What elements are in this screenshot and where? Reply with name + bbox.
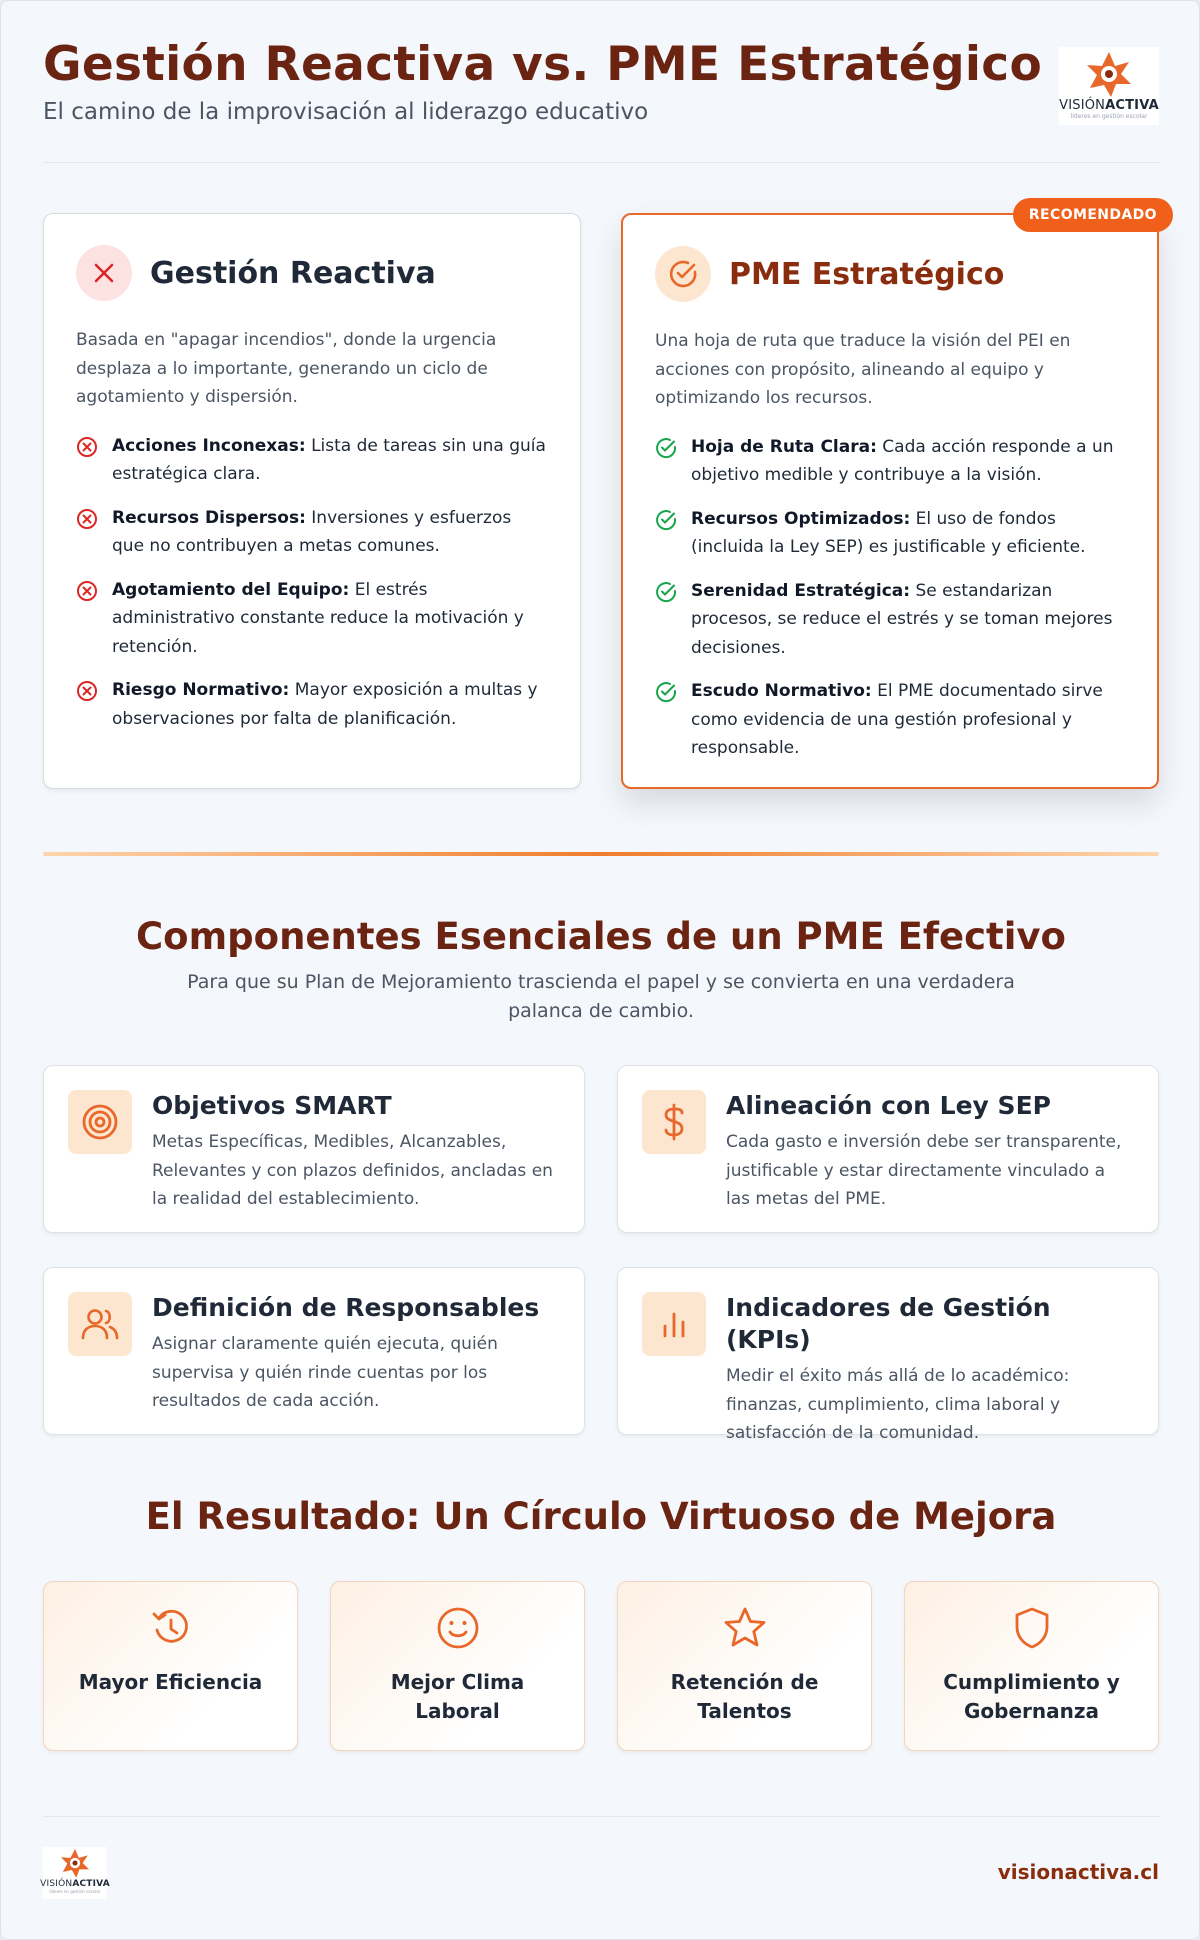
logo-brand-part2: ACTIVA — [72, 1879, 110, 1889]
list-item — [655, 677, 1125, 763]
result-label: Cumplimiento y Gobernanza — [943, 1670, 1120, 1723]
list-item — [655, 577, 1125, 663]
result-label: Retención de Talentos — [670, 1670, 819, 1723]
pme-card — [621, 207, 1159, 789]
point-text: Cada acción responde a un objetivo medible y contribuye a la visión. — [691, 436, 1114, 485]
page-subtitle: El camino de la improvisación al liderazgo educativo — [43, 99, 649, 125]
reactive-points — [76, 432, 548, 734]
point-label: Serenidad Estratégica: — [691, 580, 911, 601]
list-item — [655, 505, 1125, 562]
bar-chart-icon — [642, 1292, 706, 1356]
shield-icon — [1006, 1602, 1058, 1654]
component-description: Medir el éxito más allá de lo académico: finanzas, cumplimiento, clima laboral y satisfacción de la comunidad. — [726, 1366, 1070, 1443]
dollar-icon — [642, 1090, 706, 1154]
check-circle-icon — [655, 509, 677, 531]
list-item — [76, 676, 548, 733]
logo-tagline: líderes en gestión escolar — [49, 1889, 101, 1894]
section-divider — [43, 852, 1159, 856]
x-circle-icon — [76, 508, 98, 530]
check-circle-icon — [655, 246, 711, 302]
logo-brand-part1: VISIÓN — [1059, 98, 1106, 113]
star-icon — [719, 1602, 771, 1654]
component-card-sep — [617, 1065, 1159, 1233]
list-item — [655, 433, 1125, 490]
result-card — [904, 1581, 1159, 1751]
star-burst-logo-icon — [58, 1847, 92, 1879]
point-text: El PME documentado sirve como evidencia de una gestión profesional y responsable. — [691, 681, 1103, 758]
list-item — [76, 504, 548, 561]
star-burst-logo-icon — [1083, 49, 1135, 99]
point-text: Se estandarizan procesos, se reduce el estrés y se toman mejores decisiones. — [691, 580, 1113, 658]
component-description: Asignar claramente quién ejecuta, quién supervisa y quién rinde cuentas por los resultados de cada acción. — [152, 1334, 498, 1411]
footer-logo — [40, 1847, 110, 1899]
check-circle-icon — [655, 437, 677, 459]
point-label: Recursos Dispersos: — [112, 507, 306, 528]
header — [43, 37, 1159, 163]
component-title: Objetivos SMART — [152, 1091, 392, 1120]
point-label: Riesgo Normativo: — [112, 680, 290, 700]
brand-logo — [1059, 47, 1159, 125]
pme-points — [655, 433, 1125, 763]
component-description: Cada gasto e inversión debe ser transparente, justificable y estar directamente vinculado a las metas del PME. — [726, 1132, 1122, 1209]
logo-brand-part1: VISIÓN — [40, 1879, 73, 1889]
component-card-kpis — [617, 1267, 1159, 1443]
reactive-description: Basada en "apagar incendios", donde la urgencia desplaza a lo importante, generando un ciclo de agotamiento y dispersión. — [76, 330, 497, 407]
website-link[interactable]: visionactiva.cl — [997, 1860, 1159, 1884]
point-label: Escudo Normativo: — [691, 681, 872, 701]
point-text: El estrés administrativo constante reduce la motivación y retención. — [112, 579, 524, 657]
results-title: El Resultado: Un Círculo Virtuoso de Mejora — [145, 1495, 1057, 1538]
result-card — [617, 1581, 872, 1751]
target-icon — [68, 1090, 132, 1154]
list-item — [76, 576, 548, 662]
point-text: Mayor exposición a multas y observaciones por falta de planificación. — [112, 680, 538, 729]
x-circle-icon — [76, 436, 98, 458]
components-subtitle: Para que su Plan de Mejoramiento trascienda el papel y se convierta en una verdadera palanca de cambio. — [187, 971, 1015, 1022]
result-label: Mayor Eficiencia — [78, 1670, 263, 1694]
reactive-title: Gestión Reactiva — [150, 255, 436, 291]
logo-brand-part2: ACTIVA — [1105, 98, 1159, 113]
point-label: Acciones Inconexas: — [112, 435, 306, 456]
point-label: Hoja de Ruta Clara: — [691, 436, 877, 457]
x-circle-icon — [76, 680, 98, 702]
component-card-smart — [43, 1065, 585, 1233]
pme-description: Una hoja de ruta que traduce la visión del PEI en acciones con propósito, alineando al equipo y optimizando los recursos. — [655, 331, 1071, 408]
components-title: Componentes Esenciales de un PME Efectivo — [136, 915, 1066, 958]
component-title: Alineación con Ley SEP — [726, 1091, 1051, 1120]
result-label: Mejor Clima Laboral — [390, 1670, 525, 1723]
result-card — [43, 1581, 298, 1751]
pme-title: PME Estratégico — [729, 256, 1005, 292]
x-circle-icon — [76, 245, 132, 301]
smile-icon — [432, 1602, 484, 1654]
component-title: Indicadores de Gestión (KPIs) — [726, 1293, 1051, 1354]
point-text: Inversiones y esfuerzos que no contribuyen a metas comunes. — [112, 507, 512, 556]
point-label: Agotamiento del Equipo: — [112, 579, 350, 600]
clock-rotate-icon — [145, 1602, 197, 1654]
point-text: El uso de fondos (incluida la Ley SEP) es justificable y eficiente. — [691, 508, 1086, 557]
recommended-badge: RECOMENDADO — [1013, 198, 1173, 232]
component-description: Metas Específicas, Medibles, Alcanzables, Relevantes y con plazos definidos, ancladas en la realidad del establecimiento. — [152, 1132, 553, 1209]
point-text: Lista de tareas sin una guía estratégica clara. — [112, 435, 546, 484]
result-card — [330, 1581, 585, 1751]
users-icon — [68, 1292, 132, 1356]
check-circle-icon — [655, 581, 677, 603]
footer — [40, 1816, 1159, 1906]
point-label: Recursos Optimizados: — [691, 508, 911, 529]
check-circle-icon — [655, 681, 677, 703]
page-title: Gestión Reactiva vs. PME Estratégico — [43, 37, 1043, 92]
reactive-card — [43, 213, 581, 789]
list-item — [76, 432, 548, 489]
x-circle-icon — [76, 580, 98, 602]
component-title: Definición de Responsables — [152, 1293, 540, 1322]
logo-tagline: líderes en gestión escolar — [1070, 113, 1148, 120]
component-card-responsables — [43, 1267, 585, 1435]
